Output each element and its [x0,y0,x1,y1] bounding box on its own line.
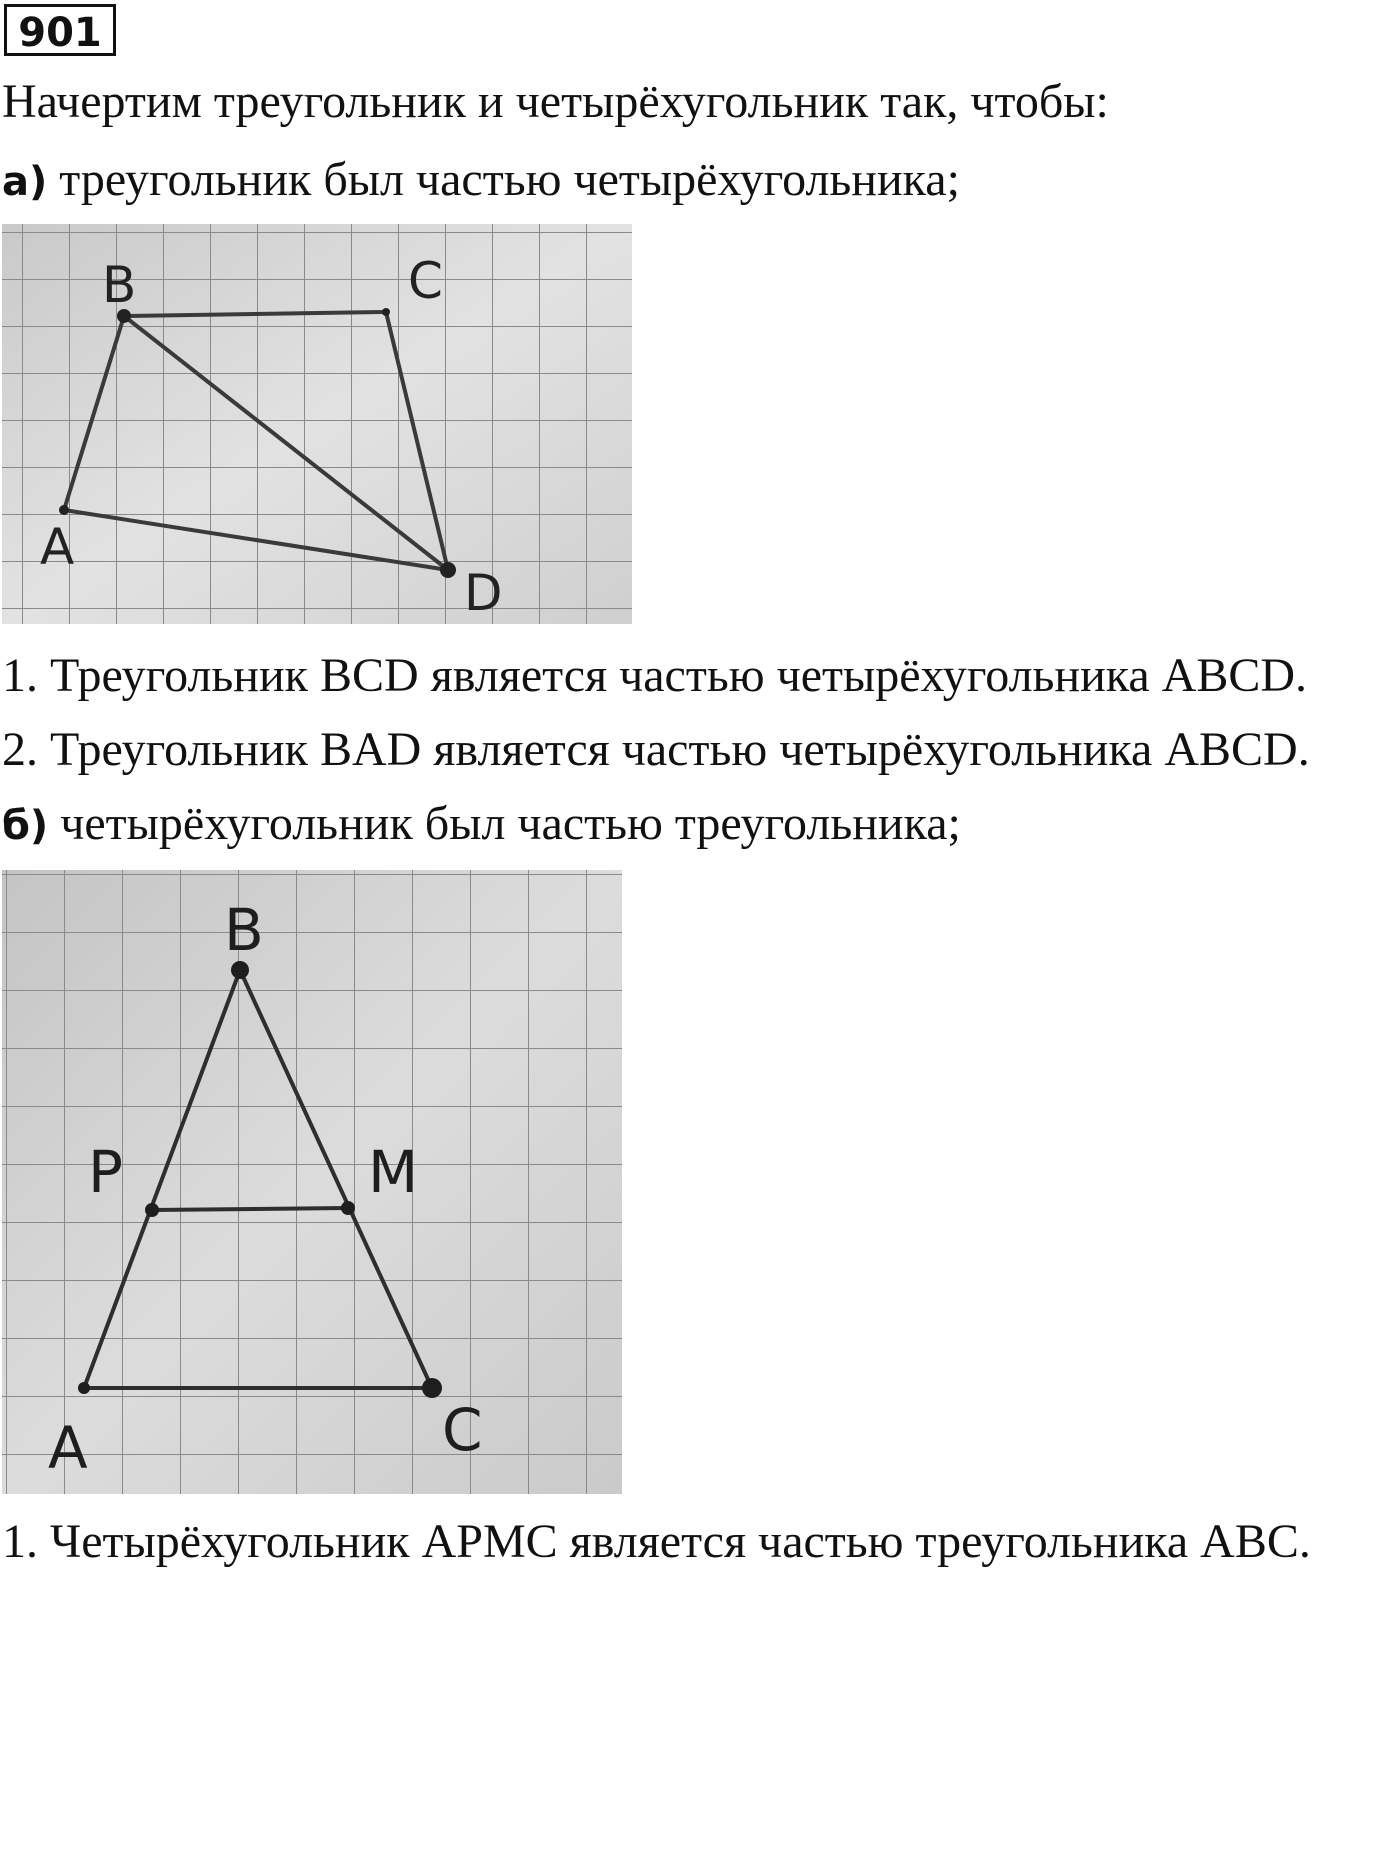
label-c: C [408,252,443,310]
point-c [382,308,390,316]
point-p [145,1203,159,1217]
label-a: A [40,518,75,576]
part-a-answer-1: 1. Треугольник BCD является частью четырёхугольника ABCD. [2,649,1308,702]
part-b-text: четырёхугольник был частью треугольника; [48,797,961,850]
part-b-heading [2,794,961,856]
label-d: D [464,564,503,622]
part-a-answer-2: 2. Треугольник BAD является частью четырёхугольника ABCD. [2,723,1310,776]
point-c [422,1378,442,1398]
segment-pm [152,1208,348,1210]
part-b-answer-1: 1. Четырёхугольник APMC является частью треугольника ABC. [2,1515,1311,1568]
point-a [78,1382,90,1394]
label-b: B [224,896,264,964]
intro-text: Начертим треугольник и четырёхугольник так, чтобы: [2,75,1109,128]
label-m: M [368,1138,419,1206]
figure-a-photo [2,224,632,624]
task-number: 901 [4,4,116,56]
label-c: C [442,1396,483,1464]
part-a-marker: а) [2,159,48,205]
figure-b-photo [2,870,622,1494]
part-a-heading [2,150,960,212]
part-a-text: треугольник был частью четырёхугольника; [47,153,960,206]
point-a [59,505,69,515]
label-p: P [88,1138,123,1206]
point-d [440,562,456,578]
label-b: B [102,256,137,314]
point-m [341,1201,355,1215]
label-a: A [48,1414,88,1482]
part-b-marker: б) [2,803,49,849]
